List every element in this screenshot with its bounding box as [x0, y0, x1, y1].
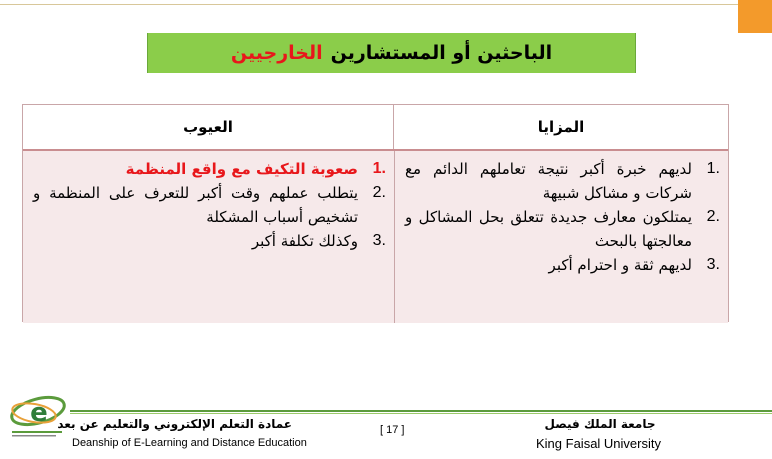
title-main: الباحثين أو المستشارين [330, 42, 553, 64]
footer-university-en: King Faisal University [536, 436, 661, 451]
item-number: 2. [372, 184, 386, 201]
page-number: [ 17 ] [380, 424, 405, 436]
list-item [405, 157, 720, 205]
item-text: لديهم ثقة و احترام أكبر [548, 256, 692, 274]
item-number: 1. [372, 160, 386, 177]
header-advantages: المزايا [393, 105, 728, 149]
list-item [33, 229, 386, 253]
footer-university-ar: جامعة الملك فيصل [544, 417, 656, 431]
item-text: يتطلب عملهم وقت أكبر للتعرف على المنظمة و تشخيص أسباب المشكلة [33, 184, 358, 226]
item-number: 3. [706, 256, 720, 273]
header-disadvantages: العيوب [183, 118, 233, 136]
item-number: 1. [706, 160, 720, 177]
item-text: يمتلكون معارف جديدة تتعلق بحل المشاكل و معالجتها بالبحث [405, 208, 692, 250]
footer-deanship-en: Deanship of E-Learning and Distance Education [72, 437, 307, 449]
item-text: لديهم خبرة أكبر نتيجة تعاملهم الدائم مع شركات و مشاكل شبيهة [405, 160, 692, 202]
list-item [405, 205, 720, 253]
item-text: وكذلك تكلفة أكبر [251, 232, 358, 250]
svg-text:e: e [30, 398, 48, 428]
advantages-list [394, 151, 728, 323]
deanship-logo-icon [6, 383, 68, 443]
table-header-row [23, 105, 728, 151]
list-item [33, 157, 386, 181]
corner-accent [738, 0, 772, 33]
list-item [33, 181, 386, 229]
item-number: 3. [372, 232, 386, 249]
disadvantages-list [23, 151, 394, 323]
list-item [405, 253, 720, 277]
comparison-table [22, 104, 729, 322]
item-number: 2. [706, 208, 720, 225]
item-text: صعوبة التكيف مع واقع المنظمة [125, 160, 358, 178]
footer-rule-thin [70, 413, 772, 414]
top-rule [0, 4, 738, 5]
footer-rule [70, 410, 772, 412]
slide-title [147, 33, 636, 73]
footer-deanship-ar: عمادة التعلم الإلكتروني والتعليم عن بعد [57, 417, 292, 431]
title-highlight: الخارجيين [230, 42, 323, 64]
table-body-row [23, 151, 728, 323]
